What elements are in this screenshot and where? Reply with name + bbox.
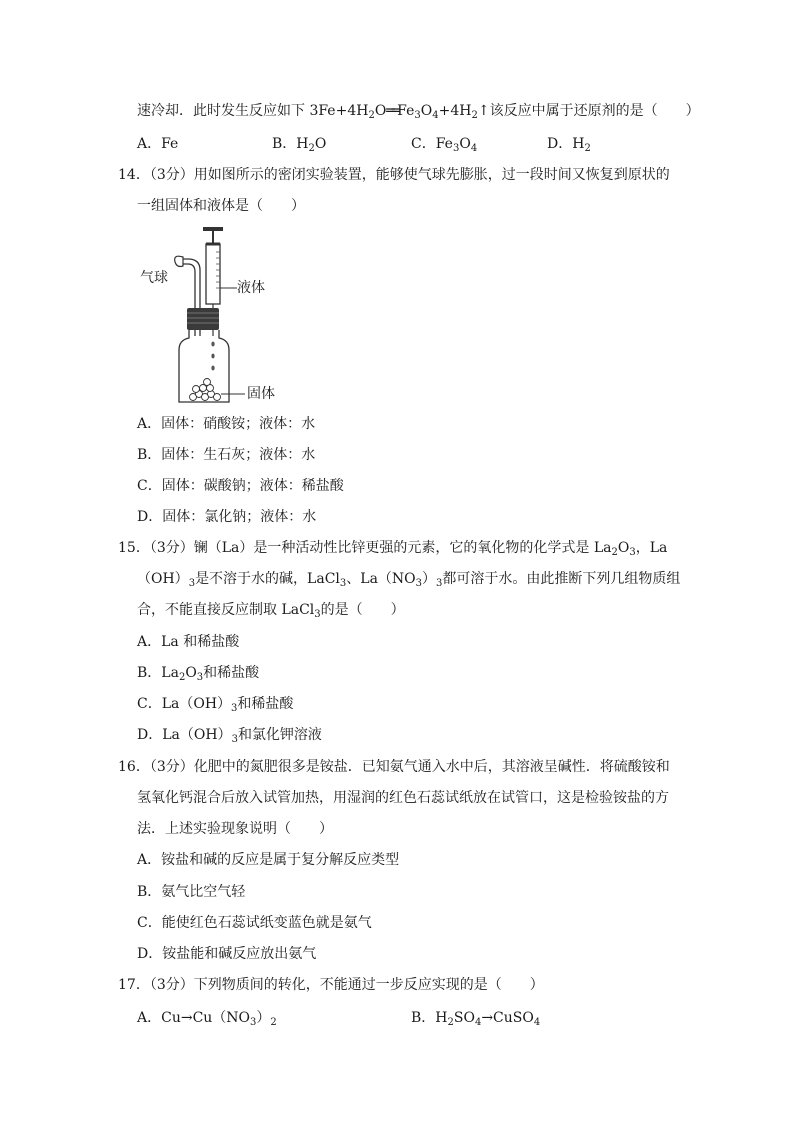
q16-option-d[interactable]: D．铵盐能和碱反应放出氨气	[137, 946, 317, 962]
liquid-label: 液体	[237, 280, 265, 296]
solid-label: 固体	[247, 386, 275, 402]
q14-option-b[interactable]: B．固体：生石灰；液体：水	[137, 447, 316, 463]
equals-sign: ══	[386, 103, 398, 119]
q16-stem-line1: 16．（3分）化肥中的氮肥很多是铵盐．已知氨气通入水中后，其溶液呈碱性．将硫酸铵和	[118, 759, 670, 775]
q16-option-c[interactable]: C．能使红色石蕊试纸变蓝色就是氨气	[137, 915, 372, 931]
q15-stem-line1: 15．（3分）镧（La）是一种活动性比锌更强的元素，它的氧化物的化学式是 $La_2O_3$，La	[118, 540, 668, 558]
q13-option-c[interactable]: C．$Fe_3O_4$	[411, 136, 478, 154]
q17-option-b[interactable]: B．$H_2SO_4\to CuSO_4$	[411, 1010, 541, 1028]
q16-option-b[interactable]: B．氨气比空气轻	[137, 884, 246, 900]
q13-option-b[interactable]: B．$H_2O$	[272, 136, 327, 154]
q16-stem-line2: 氢氧化钙混合后放入试管加热，用湿润的红色石蕊试纸放在试管口，这是检验铵盐的方	[137, 790, 669, 806]
q14-option-a[interactable]: A．固体：硝酸铵；液体：水	[137, 416, 316, 432]
q17-stem-line1: 17．（3分）下列物质间的转化，不能通过一步反应实现的是（ ）	[118, 977, 544, 993]
q13-option-d[interactable]: D．$H_2$	[547, 136, 591, 154]
rubber-stopper	[187, 308, 219, 330]
liquid-droplets	[211, 342, 214, 371]
solid-particles	[190, 379, 221, 401]
q14-option-c[interactable]: C．固体：碳酸钠；液体：稀盐酸	[137, 478, 344, 494]
q14-stem-line1: 14．（3分）用如图所示的密闭实验装置，能够使气球先膨胀，过一段时间又恢复到原状的	[118, 167, 670, 183]
q16-stem-line3: 法．上述实验现象说明（ ）	[137, 821, 333, 837]
apparatus-diagram	[133, 224, 303, 410]
balloon	[175, 256, 183, 266]
q15-stem-line2: $(OH)_3$是不溶于水的碱，LaCl$_3$、$La(NO_3)_3$都可溶于水。由此推断下列几组物质组	[137, 571, 681, 589]
apparatus-figure	[133, 224, 303, 410]
q15-option-a[interactable]: A．La 和稀盐酸	[137, 634, 240, 650]
plunger-handle	[203, 227, 223, 231]
q15-option-c[interactable]: C．$La(OH)_3$和稀盐酸	[137, 696, 294, 714]
balloon-label: 气球	[140, 270, 168, 286]
q17-option-a[interactable]: A．$Cu\to Cu(NO_3)_2$	[137, 1010, 277, 1028]
q13-option-a[interactable]: A．Fe	[137, 136, 179, 152]
q16-option-a[interactable]: A．铵盐和碱的反应是属于复分解反应类型	[137, 852, 400, 868]
q15-option-d[interactable]: D．$La(OH)_3$和氯化钾溶液	[137, 727, 322, 745]
syringe-barrel	[206, 244, 220, 304]
q13-continuation: 速冷却．此时发生反应如下 $3Fe+4H_2O══Fe_3O_4+4H_2↑$该反应中属于还原剂的是（ ）	[137, 103, 700, 121]
q14-stem-line2: 一组固体和液体是（ ）	[137, 198, 305, 214]
q14-option-d[interactable]: D．固体：氯化钠；液体：水	[137, 509, 317, 525]
q15-stem-line3: 合，不能直接反应制取 LaCl$_3$的是（ ）	[137, 602, 405, 620]
q15-option-b[interactable]: B．$La_2O_3$和稀盐酸	[137, 665, 260, 683]
